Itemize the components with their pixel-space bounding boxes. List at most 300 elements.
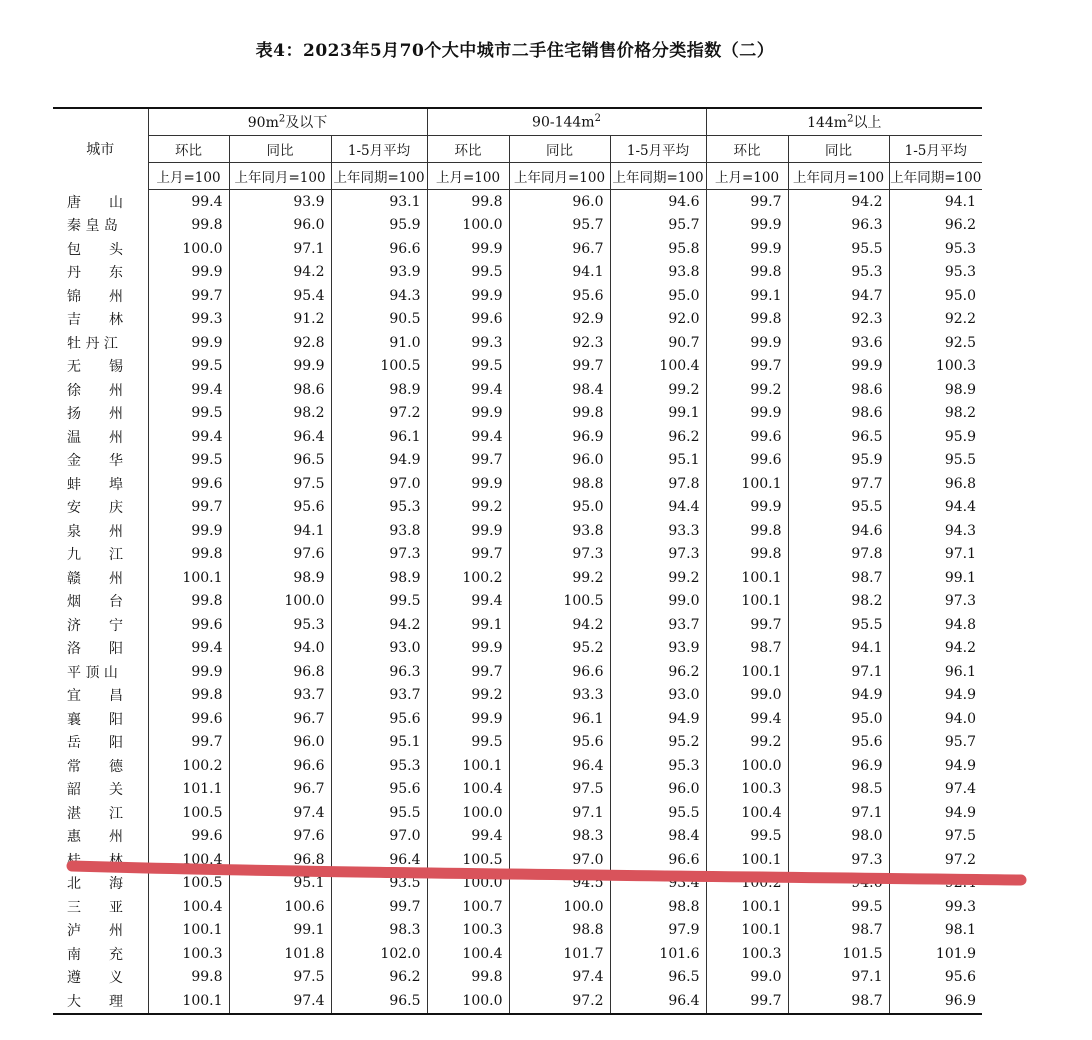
base-header: 上年同期=100 bbox=[889, 163, 982, 190]
index-value: 100.4 bbox=[427, 778, 509, 802]
index-value: 94.2 bbox=[788, 190, 889, 214]
index-value: 101.7 bbox=[509, 942, 610, 966]
index-value: 94.2 bbox=[509, 613, 610, 637]
city-name: 秦 皇 岛 bbox=[67, 218, 118, 235]
index-value: 95.6 bbox=[889, 966, 982, 990]
index-value: 98.2 bbox=[229, 402, 331, 426]
index-value: 97.8 bbox=[610, 472, 706, 496]
table-row bbox=[53, 613, 982, 637]
city-name: 三 亚 bbox=[67, 899, 123, 916]
index-value: 96.1 bbox=[889, 660, 982, 684]
index-value: 98.9 bbox=[889, 378, 982, 402]
index-value: 96.9 bbox=[788, 754, 889, 778]
index-value: 99.5 bbox=[788, 895, 889, 919]
index-value: 97.9 bbox=[610, 919, 706, 943]
index-value: 91.0 bbox=[331, 331, 427, 355]
index-value: 100.5 bbox=[148, 801, 229, 825]
index-value: 98.7 bbox=[788, 989, 889, 1014]
index-value: 94.6 bbox=[788, 872, 889, 896]
index-value: 92.5 bbox=[889, 331, 982, 355]
index-value: 100.5 bbox=[427, 848, 509, 872]
index-value: 101.6 bbox=[610, 942, 706, 966]
index-value: 100.1 bbox=[706, 919, 788, 943]
index-value: 96.6 bbox=[610, 848, 706, 872]
table-row bbox=[53, 237, 982, 261]
index-value: 98.7 bbox=[788, 919, 889, 943]
index-value: 100.6 bbox=[229, 895, 331, 919]
group-header-small: $90m^2$及以下 bbox=[148, 108, 427, 136]
table-row bbox=[53, 942, 982, 966]
index-value: 93.0 bbox=[610, 684, 706, 708]
index-value: 97.1 bbox=[509, 801, 610, 825]
index-value: 99.5 bbox=[427, 261, 509, 285]
table-row bbox=[53, 684, 982, 708]
index-value: 100.0 bbox=[706, 754, 788, 778]
table-row bbox=[53, 425, 982, 449]
index-value: 98.9 bbox=[331, 566, 427, 590]
index-value: 97.5 bbox=[509, 778, 610, 802]
index-value: 100.2 bbox=[427, 566, 509, 590]
index-value: 99.7 bbox=[706, 989, 788, 1014]
index-value: 100.1 bbox=[148, 919, 229, 943]
index-value: 100.3 bbox=[427, 919, 509, 943]
index-value: 95.3 bbox=[889, 261, 982, 285]
index-value: 93.3 bbox=[509, 684, 610, 708]
index-value: 94.9 bbox=[889, 754, 982, 778]
index-value: 97.1 bbox=[788, 660, 889, 684]
index-value: 99.7 bbox=[706, 355, 788, 379]
index-value: 96.0 bbox=[509, 190, 610, 214]
index-value: 96.2 bbox=[610, 425, 706, 449]
index-value: 95.6 bbox=[509, 284, 610, 308]
index-value: 99.9 bbox=[427, 637, 509, 661]
index-value: 96.0 bbox=[229, 214, 331, 238]
index-value: 97.1 bbox=[229, 237, 331, 261]
index-value: 94.7 bbox=[788, 284, 889, 308]
index-value: 93.9 bbox=[610, 637, 706, 661]
index-value: 99.9 bbox=[706, 331, 788, 355]
price-index-table bbox=[53, 107, 982, 1015]
index-value: 100.0 bbox=[427, 872, 509, 896]
index-value: 96.6 bbox=[509, 660, 610, 684]
index-value: 99.4 bbox=[427, 590, 509, 614]
index-value: 100.1 bbox=[706, 895, 788, 919]
index-value: 99.2 bbox=[509, 566, 610, 590]
table-row bbox=[53, 261, 982, 285]
city-name: 蚌 埠 bbox=[67, 476, 123, 493]
index-value: 94.1 bbox=[889, 190, 982, 214]
table-row bbox=[53, 472, 982, 496]
group-header-large: $144m^2$以上 bbox=[706, 108, 982, 136]
index-value: 93.0 bbox=[331, 637, 427, 661]
index-value: 93.7 bbox=[229, 684, 331, 708]
index-value: 96.8 bbox=[889, 472, 982, 496]
base-header: 上年同月=100 bbox=[509, 163, 610, 190]
index-value: 99.7 bbox=[509, 355, 610, 379]
index-value: 96.9 bbox=[889, 989, 982, 1014]
table-row bbox=[53, 754, 982, 778]
table-body bbox=[53, 190, 982, 1014]
index-value: 99.5 bbox=[148, 402, 229, 426]
index-value: 99.8 bbox=[148, 966, 229, 990]
table-row bbox=[53, 308, 982, 332]
index-value: 94.5 bbox=[509, 872, 610, 896]
index-value: 99.8 bbox=[706, 543, 788, 567]
index-value: 96.1 bbox=[509, 707, 610, 731]
index-value: 96.7 bbox=[229, 778, 331, 802]
index-value: 96.7 bbox=[509, 237, 610, 261]
index-value: 99.9 bbox=[229, 355, 331, 379]
index-value: 94.8 bbox=[889, 613, 982, 637]
sub-header-mom: 环比 bbox=[148, 136, 229, 163]
index-value: 100.0 bbox=[509, 895, 610, 919]
index-value: 99.5 bbox=[427, 355, 509, 379]
index-value: 95.5 bbox=[610, 801, 706, 825]
city-name: 烟 台 bbox=[67, 594, 123, 611]
table-row bbox=[53, 496, 982, 520]
index-value: 93.9 bbox=[331, 261, 427, 285]
index-value: 99.1 bbox=[229, 919, 331, 943]
city-name: 无 锡 bbox=[67, 359, 123, 376]
index-value: 99.4 bbox=[427, 825, 509, 849]
table-row bbox=[53, 590, 982, 614]
index-value: 94.9 bbox=[610, 707, 706, 731]
index-value: 95.6 bbox=[331, 707, 427, 731]
index-value: 94.3 bbox=[889, 519, 982, 543]
index-value: 98.2 bbox=[788, 590, 889, 614]
index-value: 100.3 bbox=[706, 778, 788, 802]
index-value: 99.5 bbox=[331, 590, 427, 614]
base-header: 上月=100 bbox=[148, 163, 229, 190]
index-value: 101.5 bbox=[788, 942, 889, 966]
index-value: 93.6 bbox=[788, 331, 889, 355]
index-value: 97.7 bbox=[788, 472, 889, 496]
index-value: 99.9 bbox=[148, 660, 229, 684]
index-value: 99.7 bbox=[427, 449, 509, 473]
index-value: 97.0 bbox=[331, 472, 427, 496]
index-value: 99.5 bbox=[148, 449, 229, 473]
index-value: 99.9 bbox=[427, 237, 509, 261]
city-name: 丹 东 bbox=[67, 265, 123, 282]
index-value: 95.5 bbox=[889, 449, 982, 473]
base-header: 上月=100 bbox=[427, 163, 509, 190]
index-value: 97.4 bbox=[229, 989, 331, 1014]
index-value: 94.1 bbox=[509, 261, 610, 285]
table-row bbox=[53, 872, 982, 896]
index-value: 99.7 bbox=[427, 660, 509, 684]
index-value: 100.3 bbox=[889, 355, 982, 379]
index-value: 90.7 bbox=[610, 331, 706, 355]
index-value: 100.1 bbox=[706, 848, 788, 872]
index-value: 100.1 bbox=[148, 566, 229, 590]
index-value: 95.1 bbox=[229, 872, 331, 896]
index-value: 94.3 bbox=[331, 284, 427, 308]
index-value: 101.9 bbox=[889, 942, 982, 966]
index-value: 100.0 bbox=[148, 237, 229, 261]
index-value: 96.4 bbox=[610, 989, 706, 1014]
index-value: 98.6 bbox=[788, 378, 889, 402]
index-value: 100.0 bbox=[427, 801, 509, 825]
index-value: 95.0 bbox=[889, 284, 982, 308]
index-value: 99.1 bbox=[889, 566, 982, 590]
index-value: 96.1 bbox=[331, 425, 427, 449]
base-header: 上年同期=100 bbox=[331, 163, 427, 190]
index-value: 95.3 bbox=[331, 754, 427, 778]
index-value: 96.5 bbox=[229, 449, 331, 473]
index-value: 96.3 bbox=[788, 214, 889, 238]
index-value: 99.6 bbox=[706, 425, 788, 449]
city-header: 城市 bbox=[53, 108, 148, 190]
index-value: 97.1 bbox=[788, 801, 889, 825]
index-value: 97.3 bbox=[889, 590, 982, 614]
index-value: 98.9 bbox=[331, 378, 427, 402]
index-value: 93.4 bbox=[610, 872, 706, 896]
index-value: 94.1 bbox=[788, 637, 889, 661]
city-name: 襄 阳 bbox=[67, 711, 123, 728]
index-value: 92.2 bbox=[889, 308, 982, 332]
index-value: 99.7 bbox=[706, 613, 788, 637]
city-name: 韶 关 bbox=[67, 782, 123, 799]
table-row bbox=[53, 801, 982, 825]
city-name: 唐 山 bbox=[67, 194, 123, 211]
index-value: 99.1 bbox=[706, 284, 788, 308]
index-value: 97.3 bbox=[509, 543, 610, 567]
index-value: 100.2 bbox=[148, 754, 229, 778]
city-name: 赣 州 bbox=[67, 570, 123, 587]
index-value: 100.4 bbox=[610, 355, 706, 379]
index-value: 100.4 bbox=[148, 895, 229, 919]
index-value: 99.9 bbox=[788, 355, 889, 379]
table-row bbox=[53, 355, 982, 379]
index-value: 94.6 bbox=[788, 519, 889, 543]
index-value: 100.1 bbox=[148, 989, 229, 1014]
index-value: 96.8 bbox=[229, 660, 331, 684]
index-value: 94.9 bbox=[331, 449, 427, 473]
sub-header-mom: 环比 bbox=[706, 136, 788, 163]
index-value: 93.7 bbox=[610, 613, 706, 637]
index-value: 97.4 bbox=[889, 778, 982, 802]
index-value: 97.3 bbox=[331, 543, 427, 567]
sub-header-avg: 1-5月平均 bbox=[610, 136, 706, 163]
table-row bbox=[53, 966, 982, 990]
index-value: 95.1 bbox=[331, 731, 427, 755]
index-value: 99.8 bbox=[706, 308, 788, 332]
index-value: 94.6 bbox=[610, 190, 706, 214]
index-value: 95.5 bbox=[788, 613, 889, 637]
index-value: 99.4 bbox=[427, 378, 509, 402]
city-name: 锦 州 bbox=[67, 288, 123, 305]
city-name: 桂 林 bbox=[67, 852, 123, 869]
index-value: 99.5 bbox=[706, 825, 788, 849]
index-value: 99.8 bbox=[706, 519, 788, 543]
index-value: 99.8 bbox=[509, 402, 610, 426]
index-value: 97.4 bbox=[509, 966, 610, 990]
index-value: 100.4 bbox=[706, 801, 788, 825]
index-value: 97.5 bbox=[889, 825, 982, 849]
index-value: 95.5 bbox=[788, 496, 889, 520]
index-value: 99.4 bbox=[706, 707, 788, 731]
index-value: 99.9 bbox=[148, 261, 229, 285]
index-value: 99.4 bbox=[427, 425, 509, 449]
index-value: 96.2 bbox=[889, 214, 982, 238]
index-value: 99.9 bbox=[427, 519, 509, 543]
index-value: 99.6 bbox=[148, 472, 229, 496]
index-value: 100.3 bbox=[706, 942, 788, 966]
table-row bbox=[53, 543, 982, 567]
index-value: 101.8 bbox=[229, 942, 331, 966]
index-value: 98.1 bbox=[889, 919, 982, 943]
index-value: 98.6 bbox=[229, 378, 331, 402]
index-value: 96.2 bbox=[331, 966, 427, 990]
sub-header-avg: 1-5月平均 bbox=[889, 136, 982, 163]
index-value: 95.7 bbox=[509, 214, 610, 238]
index-value: 99.2 bbox=[610, 566, 706, 590]
index-value: 99.9 bbox=[706, 496, 788, 520]
index-value: 96.3 bbox=[331, 660, 427, 684]
index-value: 94.9 bbox=[788, 684, 889, 708]
index-value: 99.9 bbox=[427, 284, 509, 308]
index-value: 95.3 bbox=[788, 261, 889, 285]
city-name: 泉 州 bbox=[67, 523, 123, 540]
index-value: 95.3 bbox=[229, 613, 331, 637]
index-value: 94.4 bbox=[610, 496, 706, 520]
index-value: 95.9 bbox=[889, 425, 982, 449]
index-value: 99.9 bbox=[427, 472, 509, 496]
sub-header-yoy: 同比 bbox=[788, 136, 889, 163]
index-value: 95.5 bbox=[331, 801, 427, 825]
index-value: 93.1 bbox=[331, 190, 427, 214]
city-name: 大 理 bbox=[53, 989, 148, 1014]
index-value: 92.4 bbox=[889, 872, 982, 896]
base-header: 上年同月=100 bbox=[229, 163, 331, 190]
index-value: 99.9 bbox=[427, 402, 509, 426]
index-value: 95.3 bbox=[331, 496, 427, 520]
index-value: 93.8 bbox=[331, 519, 427, 543]
index-value: 99.8 bbox=[427, 966, 509, 990]
index-value: 99.9 bbox=[148, 331, 229, 355]
city-name: 平 顶 山 bbox=[67, 664, 118, 681]
table-row bbox=[53, 449, 982, 473]
index-value: 100.0 bbox=[427, 989, 509, 1014]
index-value: 97.5 bbox=[229, 472, 331, 496]
index-value: 99.9 bbox=[148, 519, 229, 543]
index-value: 98.9 bbox=[229, 566, 331, 590]
index-value: 99.3 bbox=[427, 331, 509, 355]
index-value: 99.3 bbox=[889, 895, 982, 919]
index-value: 94.2 bbox=[229, 261, 331, 285]
index-value: 95.2 bbox=[509, 637, 610, 661]
page-title: 表4：2023年5月70个大中城市二手住宅销售价格分类指数（二） bbox=[255, 41, 775, 61]
index-value: 99.0 bbox=[706, 966, 788, 990]
index-value: 96.5 bbox=[610, 966, 706, 990]
index-value: 93.9 bbox=[229, 190, 331, 214]
index-value: 95.9 bbox=[788, 449, 889, 473]
index-value: 97.3 bbox=[788, 848, 889, 872]
index-value: 99.0 bbox=[706, 684, 788, 708]
index-value: 95.6 bbox=[331, 778, 427, 802]
index-value: 97.1 bbox=[788, 966, 889, 990]
base-header: 上年同期=100 bbox=[610, 163, 706, 190]
index-value: 99.7 bbox=[427, 543, 509, 567]
index-value: 94.9 bbox=[889, 801, 982, 825]
city-name: 九 江 bbox=[67, 547, 123, 564]
table-row bbox=[53, 378, 982, 402]
table-row bbox=[53, 284, 982, 308]
index-value: 94.2 bbox=[889, 637, 982, 661]
table-row bbox=[53, 519, 982, 543]
table-row bbox=[53, 331, 982, 355]
index-value: 99.0 bbox=[610, 590, 706, 614]
index-value: 99.7 bbox=[148, 731, 229, 755]
city-name: 常 德 bbox=[67, 758, 123, 775]
index-value: 99.4 bbox=[148, 378, 229, 402]
index-value: 99.1 bbox=[427, 613, 509, 637]
index-value: 93.8 bbox=[610, 261, 706, 285]
index-value: 99.6 bbox=[148, 613, 229, 637]
index-value: 97.3 bbox=[610, 543, 706, 567]
city-name: 南 充 bbox=[67, 946, 123, 963]
index-value: 99.7 bbox=[706, 190, 788, 214]
index-value: 97.2 bbox=[331, 402, 427, 426]
city-name: 岳 阳 bbox=[67, 735, 123, 752]
index-value: 94.9 bbox=[889, 684, 982, 708]
index-value: 98.4 bbox=[509, 378, 610, 402]
index-value: 95.6 bbox=[509, 731, 610, 755]
city-name: 吉 林 bbox=[67, 312, 123, 329]
index-value: 97.1 bbox=[889, 543, 982, 567]
index-value: 92.8 bbox=[229, 331, 331, 355]
index-value: 98.3 bbox=[509, 825, 610, 849]
index-value: 95.8 bbox=[610, 237, 706, 261]
index-value: 100.1 bbox=[427, 754, 509, 778]
index-value: 99.2 bbox=[610, 378, 706, 402]
index-value: 95.6 bbox=[229, 496, 331, 520]
index-value: 100.1 bbox=[706, 660, 788, 684]
index-value: 92.9 bbox=[509, 308, 610, 332]
index-value: 99.9 bbox=[706, 402, 788, 426]
index-value: 99.8 bbox=[148, 214, 229, 238]
index-value: 99.7 bbox=[331, 895, 427, 919]
index-value: 94.4 bbox=[889, 496, 982, 520]
city-name: 牡 丹 江 bbox=[67, 335, 118, 352]
base-header: 上年同月=100 bbox=[788, 163, 889, 190]
index-value: 95.3 bbox=[610, 754, 706, 778]
index-value: 99.8 bbox=[148, 684, 229, 708]
table-row bbox=[53, 825, 982, 849]
index-value: 97.5 bbox=[229, 966, 331, 990]
index-value: 99.6 bbox=[427, 308, 509, 332]
index-value: 98.2 bbox=[889, 402, 982, 426]
index-value: 96.4 bbox=[509, 754, 610, 778]
index-value: 94.0 bbox=[889, 707, 982, 731]
city-name: 温 州 bbox=[67, 429, 123, 446]
index-value: 100.1 bbox=[706, 590, 788, 614]
index-value: 99.9 bbox=[706, 237, 788, 261]
index-value: 96.0 bbox=[229, 731, 331, 755]
index-value: 95.5 bbox=[788, 237, 889, 261]
index-value: 97.8 bbox=[788, 543, 889, 567]
index-value: 92.3 bbox=[509, 331, 610, 355]
index-value: 100.1 bbox=[706, 472, 788, 496]
index-value: 97.2 bbox=[889, 848, 982, 872]
index-value: 97.6 bbox=[229, 543, 331, 567]
index-value: 94.2 bbox=[331, 613, 427, 637]
index-value: 100.1 bbox=[706, 566, 788, 590]
city-name: 湛 江 bbox=[67, 805, 123, 822]
index-value: 93.7 bbox=[331, 684, 427, 708]
index-value: 95.2 bbox=[610, 731, 706, 755]
table-row bbox=[53, 214, 982, 238]
